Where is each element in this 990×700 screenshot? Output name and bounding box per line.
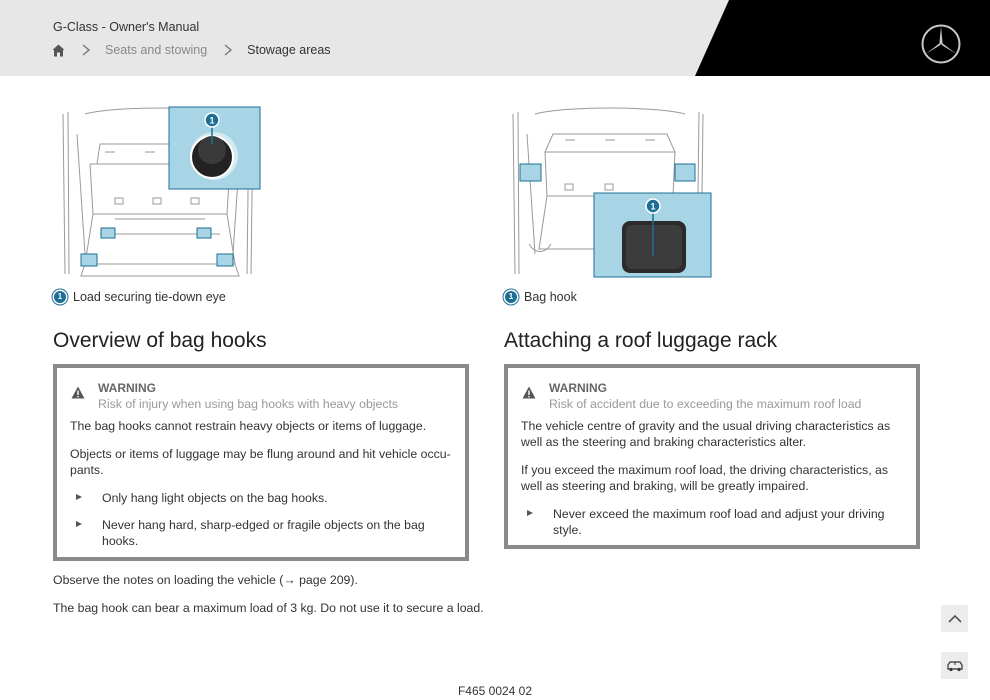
bag-hook-illustration [505,104,715,280]
list-item-text: Never hang hard, sharp-edged or fragile objects on the bag hooks. [102,518,425,548]
figure-caption [54,290,226,304]
chevron-right-icon [223,44,233,56]
warning-title: WARNING [549,381,607,395]
list-item [70,517,451,549]
vehicle-button[interactable] [941,652,968,679]
warning-header [522,380,861,412]
instruction-list [70,490,451,549]
section-heading: Overview of bag hooks [53,329,267,352]
warning-body [521,418,902,549]
warning-paragraph: The bag hooks cannot restrain heavy objects or items of luggage. [70,419,427,433]
breadcrumb-current: Stowage areas [247,43,331,57]
figure-caption [505,290,577,304]
list-item [521,506,902,538]
warning-title: WARNING [98,381,156,395]
warning-subtitle: Risk of injury when using bag hooks with heavy objects [98,397,399,411]
tie-down-eye-illustration [55,104,263,280]
bullet-triangle-icon [76,494,82,500]
chevron-up-icon [948,614,962,623]
home-icon[interactable] [52,44,65,57]
instruction-list [521,506,902,538]
bullet-triangle-icon [76,521,82,527]
warning-header [71,380,398,412]
list-item [70,490,451,506]
loading-note-link[interactable]: Observe the notes on loading the vehicle (→ page 209). [53,573,358,587]
list-item-text: Never exceed the maximum roof load and adjust your driving style. [553,507,885,537]
figure-code: F465 0024 02 [457,684,533,698]
scroll-to-top-button[interactable] [941,605,968,632]
warning-subtitle: Risk of accident due to exceeding the maximum roof load [549,397,862,411]
svg-text:1: 1 [650,201,656,212]
warning-body [70,418,451,560]
svg-text:1: 1 [209,115,215,126]
warning-triangle-icon [71,386,85,399]
manual-title: G-Class - Owner's Manual [53,20,200,34]
vehicle-icon [946,660,964,672]
breadcrumb-link-seats[interactable]: Seats and stowing [105,43,208,57]
callout-number-badge: 1 [505,291,517,303]
bullet-triangle-icon [527,510,533,516]
caption-text: Bag hook [524,290,577,304]
warning-paragraph: If you exceed the maximum roof load, the driving characteristics, as well as steering and braking, will be greatly impaired. [521,463,889,493]
warning-paragraph: Objects or items of luggage may be flung around and hit vehicle occu-pants. [70,447,451,477]
warning-box [53,364,469,561]
list-item-text: Only hang light objects on the bag hooks. [102,491,328,505]
warning-triangle-icon [522,386,536,399]
chevron-right-icon [81,44,91,56]
bag-hook-load-note: The bag hook can bear a maximum load of 3 kg. Do not use it to secure a load. [53,601,484,615]
caption-text: Load securing tie-down eye [73,290,226,304]
callout-number-badge: 1 [54,291,66,303]
warning-paragraph: The vehicle centre of gravity and the usual driving characteristics as well as the steering and braking characteristics alter. [521,419,891,449]
breadcrumb [52,41,331,59]
section-heading: Attaching a roof luggage rack [504,329,778,352]
warning-box [504,364,920,549]
mercedes-star-icon[interactable] [920,23,962,65]
